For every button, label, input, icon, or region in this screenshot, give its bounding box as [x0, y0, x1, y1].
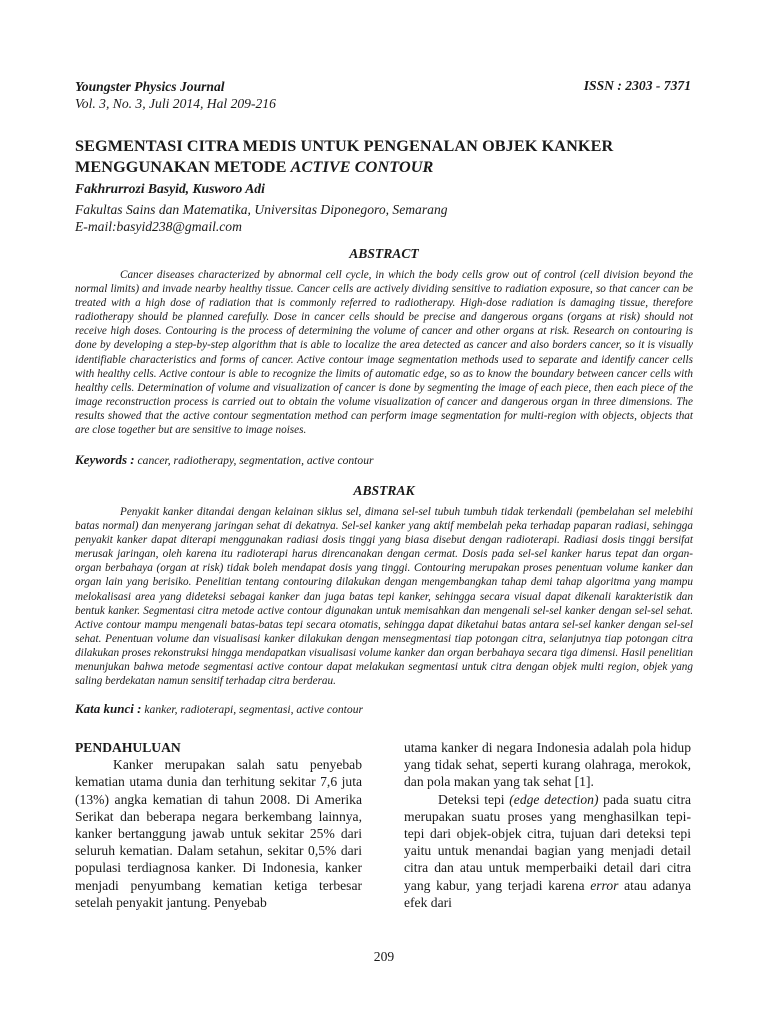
p3-text-c: atau adanya efek dari	[404, 877, 691, 910]
keywords-values: cancer, radiotherapy, segmentation, active contour	[137, 454, 374, 467]
volume-info: Vol. 3, No. 3, Juli 2014, Hal 209-216	[75, 96, 276, 111]
keywords	[75, 453, 374, 468]
paper-title-prefix: MENGGUNAKAN METODE	[75, 158, 291, 176]
authors: Fakhrurrozi Basyid, Kusworo Adi	[75, 181, 265, 196]
intro-paragraph-1: Kanker merupakan salah satu penyebab kematian utama dunia dan terhitung sekitar 7,6 juta (13%) angka kematian di tahun 2008. Di Amerika Serikat dan beberapa negara berkembang lainnya, kanker bertanggung jawab untuk sekitar 25% dari seluruh kematian. Dalam setahun, sekitar 0,5% dari populasi terdiagnosa kanker. Di Indonesia, kanker menjadi penyumbang kematian ketiga terbesar setelah penyakit jantung. Penyebab	[75, 757, 362, 910]
p3-text-a: Deteksi tepi	[438, 791, 510, 807]
journal-name: Youngster Physics Journal	[75, 79, 225, 94]
p3-italic-error: error	[590, 877, 619, 893]
kata-kunci	[75, 702, 363, 717]
intro-paragraph-3	[404, 791, 691, 911]
paper-title-italic: ACTIVE CONTOUR	[290, 158, 434, 176]
abstrak-text: Penyakit kanker ditandai dengan kelainan siklus sel, dimana sel-sel tubuh tumbuh tidak terkendali (pembelahan sel melebihi batas normal) dan menyerang jaringan sehat di dekatnya. Sel-sel kanker yang aktif membelah peka terhadap paparan radiasi, sehingga penyakit kanker dapat diterapi menggunakan radiasi dosis tinggi yang biasa disebut dengan radioterapi. Radiasi dosis tinggi bersifat merusak jaringan, oleh karena itu radioterapi harus direncanakan dengan cermat. Dosis pada sel-sel kanker harus tepat dan organ-organ berbahaya (organ at risk) tidak boleh mendapat dosis yang tinggi. Contouring merupakan proses penentuan volume kanker dan organ lain yang berisiko. Penelitian tentang contouring dilakukan dengan mengembangkan tahap demi tahap algoritma yang mampu melokalisasi area yang dideteksi sebagai kanker dan juga batas tepi kanker, sehingga secara visual dapat dikenali karakteristik dan bentuk kanker. Segmentasi citra metode active contour digunakan untuk memisahkan dan mengenali sel-sel kanker dengan sel-sel sehat. Active contour mampu mengenali batas-batas tepi secara otomatis, sehingga dapat diketahui batas antara sel-sel kanker dengan sel-sel sehat. Penentuan volume dan visualisasi kanker dilakukan dengan mensegmentasi tiap potongan citra, selanjutnya tiap potongan citra dilakukan proses rekonstruksi hingga mendapatkan visualisasi volume kanker dan organ berbahaya secara tiga dimensi. Hasil penelitian menunjukan bahwa metode segmentasi active contour dapat melakukan segmentasi untuk citra dengan objek multi region, objek yang saling berdekatan namun sensitif terhadap citra berderau.	[75, 506, 693, 688]
page-number: 209	[373, 949, 395, 964]
paper-title-line1: SEGMENTASI CITRA MEDIS UNTUK PENGENALAN OBJEK KANKER	[75, 137, 614, 155]
keywords-label: Keywords :	[75, 452, 135, 467]
affiliation: Fakultas Sains dan Matematika, Universitas Diponegoro, Semarang	[75, 202, 448, 217]
abstract-heading: ABSTRACT	[349, 246, 419, 261]
abstract-body	[75, 268, 693, 437]
paper-title-line2	[75, 157, 695, 178]
paper-title	[75, 136, 695, 178]
abstrak-body	[75, 505, 693, 688]
issn-label: ISSN : 2303 - 7371	[583, 78, 691, 93]
author-email: E-mail:basyid238@gmail.com	[75, 219, 242, 234]
p3-italic-edge-detection: (edge detection)	[509, 791, 599, 807]
p3-text-b: pada suatu citra merupakan suatu proses yang menghasilkan tepi-tepi dari objek-objek citra, tujuan dari deteksi tepi yaitu untuk menandai bagian yang menjadi detail citra dan atau untuk memperbaiki detail dari citra yang kabur, yang terjadi karena	[404, 791, 692, 893]
kata-kunci-label: Kata kunci :	[75, 701, 142, 716]
intro-heading: PENDAHULUAN	[75, 740, 181, 755]
intro-paragraph-2: utama kanker di negara Indonesia adalah pola hidup yang tidak sehat, seperti kurang olahraga, merokok, dan pola makan yang tak sehat [1].	[404, 740, 691, 790]
abstrak-heading: ABSTRAK	[353, 483, 415, 498]
body-left-column	[75, 739, 362, 911]
abstract-text: Cancer diseases characterized by abnormal cell cycle, in which the body cells grow out of control (cell division beyond the normal limits) and invade nearby healthy tissue. Cancer cells are actively dividing sensitive to radiation exposure, so that cancer can be treated with a high dose of radiation that is commonly referred to radiotherapy. High-dose radiation is damaging tissue, therefore radiotherapy should be planned carefully. Dose in cancer cells should be precise and dangerous organs (organs at risk) should not receive high doses. Contouring is the process of determining the volume of cancer and other organs at risk. Research on contouring is done by developing a step-by-step algorithm that is able to localize the area detected as cancer and also borders cancer, so it is visually identifiable characteristics and forms of cancer. Active contour image segmentation methods used to separate and identify cancer cells with healthy cells. Active contour is able to recognize the limits of automatic edge, so as to know the boundary between cancer cells with healthy cells. Determination of volume and visualization of cancer is done by segmenting the image of each piece, then each piece of the image reconstruction process is carried out to obtain the volume visualization of cancer and dangerous organ in three dimensions. The results showed that the active contour segmentation method can perform image segmentation for multi-region with objects, objects that are close together but are sensitive to image noises.	[75, 269, 693, 437]
kata-kunci-values: kanker, radioterapi, segmentasi, active contour	[144, 703, 364, 716]
body-right-column	[404, 739, 691, 911]
